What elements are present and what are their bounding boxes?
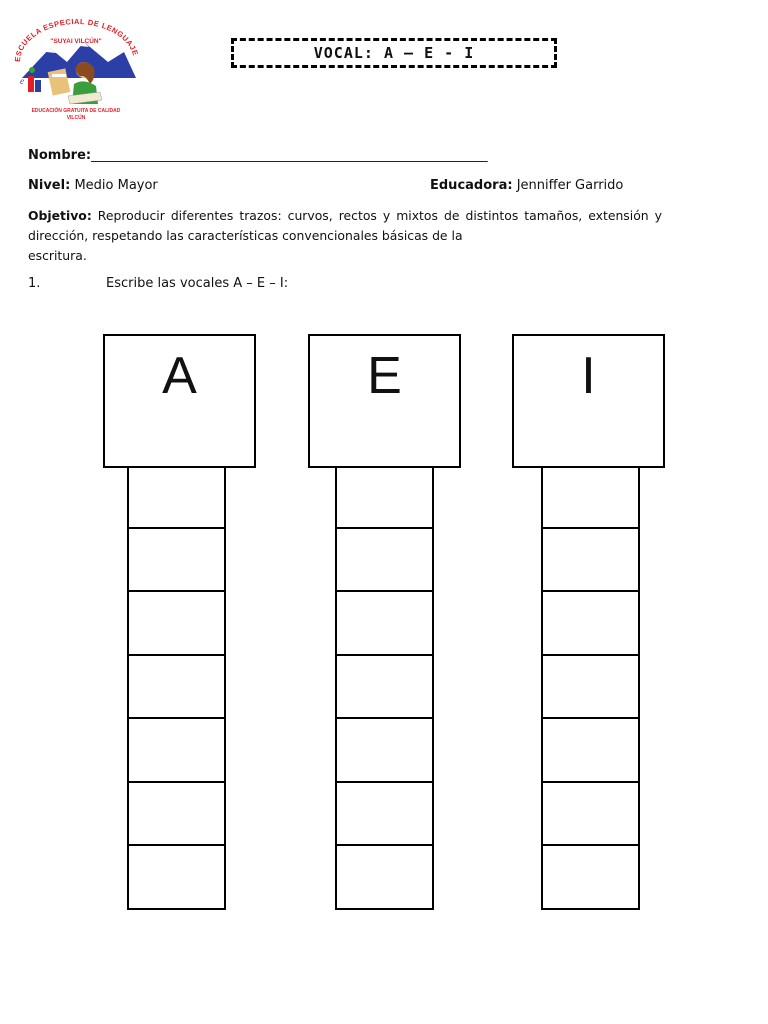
educadora-value: Jenniffer Garrido <box>516 178 624 193</box>
objetivo-paragraph <box>28 206 662 266</box>
writing-cell[interactable] <box>543 717 638 781</box>
writing-cell[interactable] <box>129 590 224 654</box>
nivel-label: Nivel: <box>28 178 71 193</box>
writing-cell[interactable] <box>129 781 224 845</box>
item-instruction: Escribe las vocales A – E – I: <box>106 276 289 291</box>
educadora-row <box>430 178 623 193</box>
writing-cell[interactable] <box>129 654 224 718</box>
objetivo-text: Reproducir diferentes trazos: curvos, rectos y mixtos de distintos tamaños, extensión y dirección, respetando las características convencionales básicas de la <box>28 208 662 243</box>
writing-cell[interactable] <box>543 781 638 845</box>
svg-text:e: e <box>20 76 24 86</box>
writing-cell[interactable] <box>543 654 638 718</box>
nombre-blank-line: _____________________________________________________________ <box>91 148 488 163</box>
writing-cell[interactable] <box>337 654 432 718</box>
writing-cell[interactable] <box>543 527 638 591</box>
objetivo-label: Objetivo: <box>28 208 92 223</box>
logo-footer-text: EDUCACIÓN GRATUITA DE CALIDAD <box>31 108 121 114</box>
writing-cell[interactable] <box>543 463 638 527</box>
vowel-box-a <box>103 334 256 468</box>
writing-cell[interactable] <box>129 527 224 591</box>
vowel-box-e <box>308 334 461 468</box>
writing-cell[interactable] <box>337 590 432 654</box>
vowel-letter-i: I <box>581 347 596 405</box>
worksheet-title <box>231 38 557 68</box>
writing-cell[interactable] <box>129 844 224 908</box>
writing-cell[interactable] <box>337 781 432 845</box>
nombre-row <box>28 148 488 163</box>
writing-cells-e[interactable] <box>335 461 434 910</box>
educadora-label: Educadora: <box>430 178 513 193</box>
logo-arc-text: ESCUELA ESPECIAL DE LENGUAJE <box>12 18 141 63</box>
item-number: 1. <box>28 276 41 291</box>
writing-cells-i[interactable] <box>541 461 640 910</box>
writing-cell[interactable] <box>543 844 638 908</box>
writing-cell[interactable] <box>337 844 432 908</box>
writing-cell[interactable] <box>337 717 432 781</box>
vowel-letter-a: A <box>162 347 197 405</box>
writing-cell[interactable] <box>129 463 224 527</box>
nivel-value: Medio Mayor <box>74 178 158 193</box>
nombre-label: Nombre: <box>28 148 92 163</box>
school-logo <box>12 18 142 122</box>
vowel-letter-e: E <box>367 347 402 405</box>
writing-cell[interactable] <box>337 463 432 527</box>
writing-cell[interactable] <box>129 717 224 781</box>
logo-town-text: VILCÚN <box>66 115 86 121</box>
nivel-row <box>28 178 158 193</box>
writing-cells-a[interactable] <box>127 461 226 910</box>
logo-school-name: "SUYAI VILCÚN" <box>50 38 102 45</box>
title-text: VOCAL: A – E - I <box>313 44 475 62</box>
vowel-box-i <box>512 334 665 468</box>
writing-cell[interactable] <box>543 590 638 654</box>
writing-cell[interactable] <box>337 527 432 591</box>
objetivo-last-line: escritura. <box>28 248 87 263</box>
